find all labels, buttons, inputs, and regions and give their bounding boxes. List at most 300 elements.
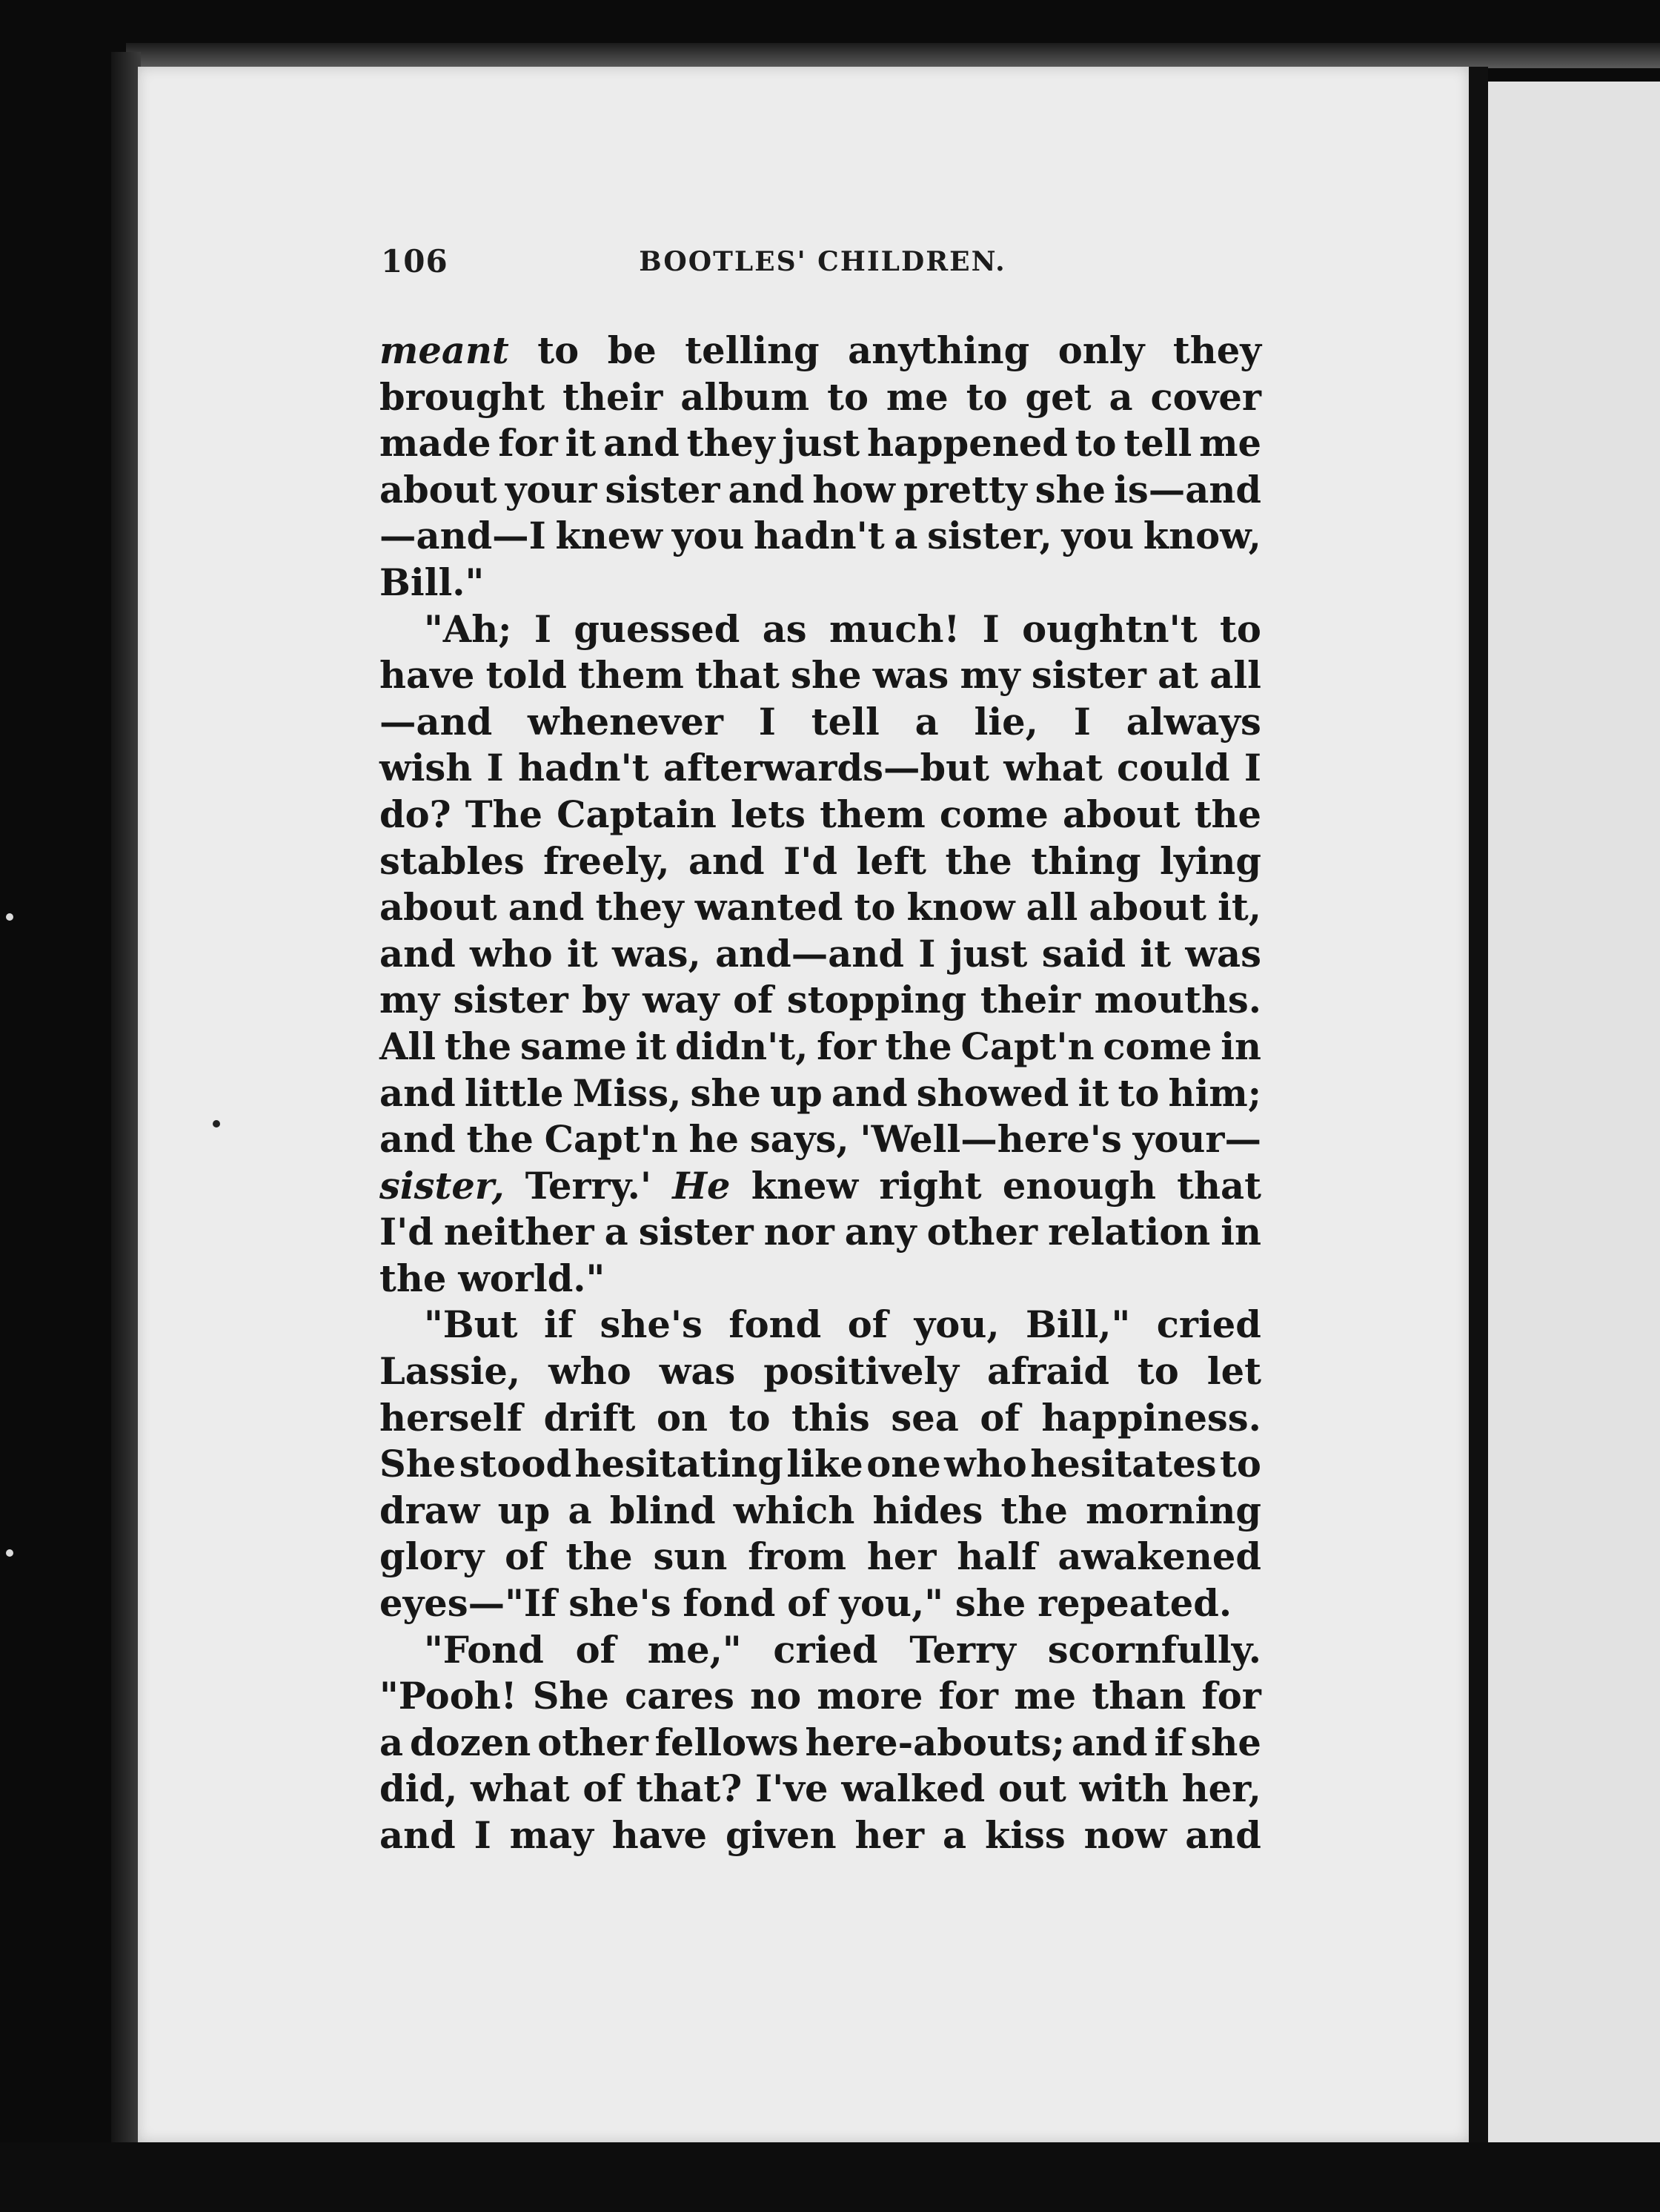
text-word: have	[611, 1814, 708, 1857]
text-line	[379, 1070, 1261, 1117]
text-word: get	[1025, 375, 1092, 419]
text-word: drift	[543, 1396, 636, 1440]
text-word: awakened	[1058, 1535, 1261, 1579]
text-word: of	[847, 1303, 889, 1347]
text-word: you,	[914, 1303, 1000, 1347]
text-word: how	[812, 468, 895, 511]
text-word: she	[690, 1071, 761, 1115]
text-word: on	[656, 1396, 708, 1440]
text-word: if	[1154, 1721, 1184, 1764]
text-word: to	[1137, 1350, 1179, 1394]
text-word: always	[1126, 700, 1261, 744]
text-word: happened	[866, 422, 1068, 466]
text-word: Terry.'	[525, 1164, 652, 1208]
text-word: now	[1083, 1814, 1167, 1857]
text-word: oughtn't	[1022, 607, 1198, 651]
text-word: tell	[1123, 422, 1192, 466]
text-word: her	[854, 1814, 925, 1857]
text-word: knew	[751, 1164, 859, 1208]
text-line	[379, 931, 1261, 978]
text-word: afterwards—but	[663, 746, 989, 790]
text-word: any	[844, 1211, 917, 1254]
text-word: do?	[379, 792, 451, 836]
text-word: wish	[379, 746, 473, 790]
text-word: she	[791, 654, 862, 698]
text-word: he	[688, 1118, 740, 1162]
text-word: wanted	[694, 886, 843, 930]
text-word: tell	[811, 700, 880, 744]
text-word: it	[1140, 932, 1172, 976]
text-word: your—	[1132, 1118, 1261, 1162]
text-word: to	[537, 329, 580, 372]
text-word: this	[791, 1396, 870, 1440]
text-word: Captain	[557, 792, 717, 836]
text-word: positively	[763, 1350, 960, 1394]
text-word: lets	[730, 792, 806, 836]
text-word: to	[966, 375, 1008, 419]
text-word: Capt'n	[960, 1024, 1095, 1068]
text-word: and	[688, 839, 765, 883]
text-line	[379, 1766, 1261, 1812]
text-word: about	[1062, 792, 1181, 836]
text-word: in	[1221, 1211, 1261, 1254]
text-word: no	[750, 1675, 802, 1718]
text-word: Capt'n	[544, 1118, 678, 1162]
text-word: from	[748, 1535, 847, 1579]
text-line	[379, 699, 1261, 746]
text-word: "Fond	[424, 1628, 544, 1672]
text-word: draw	[379, 1489, 480, 1532]
text-word: to	[1118, 1071, 1160, 1115]
text-word: she	[1190, 1721, 1261, 1764]
text-word: and	[603, 422, 680, 466]
text-word: than	[1092, 1675, 1186, 1718]
running-title: BOOTLES' CHILDREN.	[639, 246, 1006, 277]
text-word: hadn't	[517, 746, 649, 790]
text-word: thing	[1031, 839, 1141, 883]
text-word: mouths.	[1094, 978, 1261, 1022]
text-word: cried	[1156, 1303, 1261, 1347]
text-word: their	[562, 375, 663, 419]
text-word: their	[980, 978, 1081, 1022]
text-line	[379, 560, 1261, 606]
text-word: she's	[600, 1303, 703, 1347]
text-word: of	[980, 1396, 1020, 1440]
text-word: Miss,	[572, 1071, 682, 1115]
text-word: only	[1058, 329, 1145, 372]
text-word: and	[508, 886, 585, 930]
text-word: much!	[829, 607, 960, 651]
text-word: did,	[379, 1767, 458, 1811]
text-word: and	[831, 1071, 908, 1115]
text-line	[379, 792, 1261, 838]
text-word: what	[471, 1767, 570, 1811]
text-word: the	[466, 1118, 534, 1162]
text-word: it	[635, 1024, 667, 1068]
text-word: and	[379, 1071, 456, 1115]
text-word: sister	[1031, 654, 1146, 698]
text-word: stables	[379, 839, 525, 883]
text-word: cover	[1150, 375, 1261, 419]
text-word: with	[1079, 1767, 1169, 1811]
text-line	[379, 652, 1261, 699]
text-word: repeated.	[1038, 1582, 1232, 1626]
text-line	[379, 1302, 1261, 1348]
text-word: for	[817, 1024, 877, 1068]
text-word: the	[1194, 792, 1261, 836]
text-word: of	[505, 1535, 545, 1579]
text-word: Bill."	[379, 560, 485, 604]
text-word: sister	[638, 1211, 754, 1254]
text-word: other	[926, 1211, 1038, 1254]
text-word: a	[379, 1721, 404, 1764]
text-line	[379, 328, 1261, 374]
text-word: guessed	[574, 607, 740, 651]
text-word: a	[914, 700, 939, 744]
text-word: be	[607, 329, 657, 372]
text-word: All	[379, 1024, 436, 1068]
text-word: to	[1220, 607, 1261, 651]
text-word: The	[465, 792, 543, 836]
text-word: scornfully.	[1047, 1628, 1261, 1672]
text-word: Terry	[909, 1628, 1016, 1672]
text-word: world."	[458, 1256, 605, 1300]
text-word: that?	[636, 1767, 743, 1811]
text-word: about	[379, 886, 497, 930]
text-word: may	[509, 1814, 594, 1857]
text-word: and	[1185, 1814, 1261, 1857]
text-word: I	[534, 607, 551, 651]
text-line	[379, 1209, 1261, 1256]
text-word: —and—I	[379, 514, 546, 558]
text-word: just	[782, 422, 860, 466]
text-line	[379, 1348, 1261, 1395]
text-word: you,"	[839, 1582, 944, 1626]
scan-speck	[6, 1549, 13, 1557]
text-word: I'd	[379, 1211, 434, 1254]
text-line	[379, 1163, 1261, 1210]
text-word: up	[497, 1489, 551, 1532]
text-word: she	[1035, 468, 1106, 511]
text-word: —and	[379, 700, 493, 744]
text-word: the	[444, 1024, 512, 1068]
page-gutter	[1469, 67, 1488, 2142]
text-line	[379, 1395, 1261, 1442]
text-word: I'd	[783, 839, 838, 883]
text-line	[379, 420, 1261, 467]
text-word: know,	[1143, 514, 1261, 558]
text-word: it,	[1218, 886, 1261, 930]
text-word: sister,	[927, 514, 1052, 558]
text-word: sister	[453, 978, 568, 1022]
text-word: I	[1244, 746, 1261, 790]
text-word: just	[949, 932, 1028, 976]
text-word: "Pooh!	[379, 1675, 517, 1718]
text-line	[379, 1720, 1261, 1766]
text-word: one	[866, 1443, 941, 1486]
text-word: "Ah;	[424, 607, 512, 651]
text-line	[379, 1580, 1261, 1627]
text-word: hesitating	[574, 1443, 783, 1486]
text-word: pretty	[903, 468, 1027, 511]
text-word: here-abouts;	[805, 1721, 1065, 1764]
text-word: same	[519, 1024, 627, 1068]
text-word: album	[680, 375, 810, 419]
text-word: right	[879, 1164, 982, 1208]
body-text	[379, 328, 1261, 1859]
text-word: was	[872, 654, 949, 698]
text-word: cares	[625, 1675, 734, 1718]
page-speck	[213, 1120, 220, 1127]
text-word: left	[856, 839, 926, 883]
text-line	[379, 884, 1261, 931]
text-word: the	[885, 1024, 952, 1068]
text-line	[379, 977, 1261, 1024]
text-word: fond	[683, 1582, 776, 1626]
text-word: have	[379, 654, 475, 698]
text-word: about	[1089, 886, 1206, 930]
text-word: cried	[773, 1628, 878, 1672]
text-word: to	[1220, 1443, 1261, 1486]
page-left-shadow	[111, 52, 141, 2150]
text-word: I	[1073, 700, 1091, 744]
text-word: that	[1177, 1164, 1261, 1208]
text-word: stopping	[786, 978, 967, 1022]
text-word: it	[1078, 1071, 1109, 1115]
text-word: neither	[443, 1211, 594, 1254]
text-word: about	[379, 468, 497, 511]
text-word: it	[566, 932, 598, 976]
text-word: and	[728, 468, 805, 511]
text-word: like	[786, 1443, 863, 1486]
text-word: morning	[1086, 1489, 1261, 1532]
text-word: come	[939, 792, 1049, 836]
text-word: her	[866, 1535, 937, 1579]
text-word: who	[470, 932, 553, 976]
text-word: to	[854, 886, 896, 930]
text-word: 'Well—here's	[860, 1118, 1122, 1162]
text-word: I've	[754, 1767, 829, 1811]
text-word: him;	[1168, 1071, 1261, 1115]
text-word: them	[820, 792, 926, 836]
text-line	[379, 1441, 1261, 1488]
text-word: them	[578, 654, 684, 698]
text-line	[379, 606, 1261, 653]
text-word: me	[1199, 422, 1261, 466]
text-word: her,	[1181, 1767, 1261, 1811]
text-word: what	[1003, 746, 1103, 790]
text-word: I	[474, 1814, 491, 1857]
text-word: that	[695, 654, 780, 698]
scan-top-edge	[126, 43, 1660, 68]
text-word: sister	[605, 468, 720, 511]
text-line	[379, 1256, 1261, 1302]
page-header	[381, 243, 1264, 288]
text-word: could	[1117, 746, 1230, 790]
text-word: fond	[728, 1303, 822, 1347]
text-word: little	[464, 1071, 564, 1115]
text-word: fellows	[654, 1721, 799, 1764]
text-word: hesitates	[1030, 1443, 1217, 1486]
text-word: enough	[1002, 1164, 1156, 1208]
text-word: in	[1221, 1024, 1261, 1068]
text-word: a	[894, 514, 918, 558]
text-word: they	[1172, 329, 1261, 372]
text-word: of	[575, 1628, 616, 1672]
text-word: me,"	[647, 1628, 742, 1672]
text-word: my	[960, 654, 1020, 698]
text-word: told	[485, 654, 567, 698]
text-line	[379, 1534, 1261, 1580]
text-word: of	[582, 1767, 623, 1811]
text-word: half	[957, 1535, 1038, 1579]
text-word: whenever	[528, 700, 723, 744]
text-word: the	[945, 839, 1012, 883]
text-word: come	[1103, 1024, 1212, 1068]
text-word: telling	[685, 329, 820, 372]
text-word: glory	[379, 1535, 485, 1579]
text-line	[379, 838, 1261, 885]
text-word: hides	[872, 1489, 983, 1532]
text-line	[379, 1627, 1261, 1674]
text-word: She	[532, 1675, 609, 1718]
text-word: the	[1000, 1489, 1068, 1532]
text-word: way	[643, 978, 720, 1022]
text-word: you	[1061, 514, 1135, 558]
scan-bottom-edge	[0, 2142, 1660, 2212]
text-word: meant	[379, 329, 509, 372]
text-word: I	[486, 746, 504, 790]
text-word: She	[379, 1443, 456, 1486]
text-word: for	[1201, 1675, 1261, 1718]
text-word: let	[1206, 1350, 1261, 1394]
text-word: a	[604, 1211, 628, 1254]
text-word: a	[568, 1489, 592, 1532]
text-word: a	[942, 1814, 967, 1857]
text-word: anything	[848, 329, 1030, 372]
text-word: the	[565, 1535, 633, 1579]
text-word: given	[725, 1814, 837, 1857]
text-word: knew	[555, 514, 663, 558]
text-word: for	[938, 1675, 998, 1718]
text-word: who	[548, 1350, 631, 1394]
text-line	[379, 467, 1261, 514]
text-word: lie,	[974, 700, 1038, 744]
text-word: He	[672, 1164, 731, 1208]
text-word: to	[728, 1396, 771, 1440]
text-word: Bill,"	[1026, 1303, 1131, 1347]
text-word: to	[1075, 422, 1117, 466]
text-word: and	[1071, 1721, 1148, 1764]
facing-page-edge	[1488, 82, 1660, 2150]
text-word: sun	[653, 1535, 728, 1579]
text-word: and	[379, 1118, 456, 1162]
text-word: hadn't	[754, 514, 885, 558]
text-word: herself	[379, 1396, 523, 1440]
text-line	[379, 1488, 1261, 1534]
text-word: lying	[1160, 839, 1261, 883]
text-word: is—and	[1114, 468, 1261, 511]
text-word: and	[379, 1814, 456, 1857]
text-word: other	[537, 1721, 648, 1764]
text-word: brought	[379, 375, 545, 419]
text-word: made	[379, 422, 491, 466]
text-word: which	[733, 1489, 855, 1532]
text-word: all	[1209, 654, 1261, 698]
text-word: said	[1041, 932, 1126, 976]
text-word: says,	[749, 1118, 849, 1162]
text-word: me	[1014, 1675, 1077, 1718]
text-word: all	[1026, 886, 1078, 930]
text-word: afraid	[987, 1350, 1109, 1394]
text-word: sister,	[379, 1164, 505, 1208]
text-word: was,	[611, 932, 701, 976]
text-word: showed	[916, 1071, 1069, 1115]
text-line	[379, 513, 1261, 560]
text-word: she	[954, 1582, 1026, 1626]
text-word: to	[827, 375, 869, 419]
text-word: out	[998, 1767, 1066, 1811]
text-line	[379, 1116, 1261, 1163]
text-word: a	[1109, 375, 1133, 419]
text-line	[379, 1812, 1261, 1859]
text-word: of	[787, 1582, 828, 1626]
text-line	[379, 1673, 1261, 1720]
page-number: 106	[381, 243, 448, 279]
text-word: they	[595, 886, 684, 930]
text-word: happiness.	[1041, 1396, 1261, 1440]
text-word: freely,	[543, 839, 670, 883]
text-word: dozen	[410, 1721, 531, 1764]
text-word: Lassie,	[379, 1350, 521, 1394]
text-word: she's	[568, 1582, 671, 1626]
text-word: walked	[841, 1767, 986, 1811]
text-word: as	[762, 607, 807, 651]
text-line	[379, 374, 1261, 421]
text-word: and—and	[715, 932, 904, 976]
text-word: if	[543, 1303, 574, 1347]
text-word: "But	[424, 1303, 518, 1347]
text-word: nor	[763, 1211, 834, 1254]
text-word: up	[770, 1071, 823, 1115]
text-word: sea	[891, 1396, 959, 1440]
text-word: was	[659, 1350, 736, 1394]
text-word: it	[565, 422, 597, 466]
text-word: blind	[609, 1489, 716, 1532]
text-word: I	[758, 700, 776, 744]
text-word: know	[906, 886, 1015, 930]
text-word: me	[886, 375, 949, 419]
text-word: eyes—"If	[379, 1582, 557, 1626]
text-word: my	[379, 978, 440, 1022]
scan-speck	[6, 913, 13, 921]
text-word: I	[982, 607, 1000, 651]
text-word: didn't,	[675, 1024, 809, 1068]
text-word: kiss	[984, 1814, 1066, 1857]
text-word: of	[733, 978, 774, 1022]
text-word: was	[1185, 932, 1261, 976]
text-word: and	[379, 932, 456, 976]
text-word: who	[944, 1443, 1027, 1486]
text-word: more	[817, 1675, 923, 1718]
text-word: they	[686, 422, 775, 466]
text-word: the	[379, 1256, 447, 1300]
text-word: you	[671, 514, 745, 558]
text-word: I	[918, 932, 936, 976]
text-word: at	[1158, 654, 1199, 698]
text-word: your	[505, 468, 597, 511]
text-word: stood	[459, 1443, 572, 1486]
